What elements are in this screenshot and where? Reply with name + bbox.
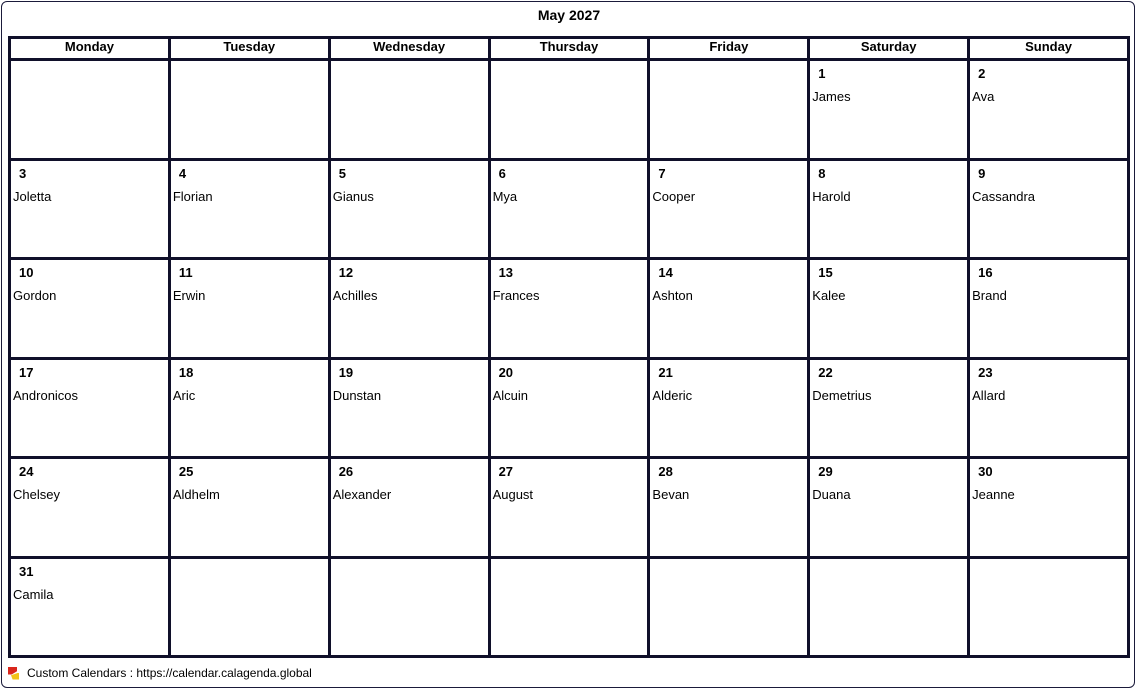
name-day-label: August bbox=[492, 487, 534, 502]
calendar-grid bbox=[8, 36, 1130, 658]
name-day-label: Camila bbox=[13, 586, 54, 602]
day-cell bbox=[171, 161, 328, 258]
day-number: 9 bbox=[978, 165, 986, 181]
day-number: 28 bbox=[658, 464, 673, 479]
day-cell bbox=[650, 459, 807, 556]
day-number: 14 bbox=[658, 265, 673, 280]
name-day-label: Ava bbox=[972, 89, 995, 104]
day-number: 20 bbox=[498, 364, 514, 380]
day-number: 17 bbox=[19, 364, 34, 380]
calendar-title: May 2027 bbox=[537, 7, 601, 23]
weekday-header-saturday: Saturday bbox=[810, 39, 967, 58]
day-cell bbox=[970, 260, 1127, 357]
day-cell bbox=[970, 559, 1127, 656]
name-day-label: Alderic bbox=[652, 387, 693, 403]
day-cell bbox=[650, 559, 807, 656]
footer bbox=[8, 666, 312, 680]
name-day-label: Demetrius bbox=[812, 387, 872, 403]
name-day-label: Ashton bbox=[652, 288, 693, 303]
day-number: 3 bbox=[19, 165, 27, 181]
day-number: 8 bbox=[818, 165, 826, 181]
name-day-label: Brand bbox=[972, 288, 1007, 303]
day-cell bbox=[171, 260, 328, 357]
weekday-header-thursday: Thursday bbox=[491, 39, 648, 58]
day-cell bbox=[11, 61, 168, 158]
weekday-header-sunday: Sunday bbox=[970, 39, 1127, 58]
footer-text: Custom Calendars : https://calendar.calagenda.global bbox=[27, 666, 312, 680]
day-cell bbox=[810, 559, 967, 656]
day-cell bbox=[491, 360, 648, 457]
name-day-label: Gordon bbox=[13, 288, 57, 303]
day-cell bbox=[650, 260, 807, 357]
day-cell bbox=[331, 559, 488, 656]
name-day-label: Allard bbox=[972, 387, 1006, 403]
name-day-label: Aric bbox=[172, 387, 196, 403]
day-number: 16 bbox=[978, 265, 993, 280]
day-cell bbox=[650, 61, 807, 158]
name-day-label: Jeanne bbox=[972, 487, 1015, 502]
day-number: 22 bbox=[818, 364, 833, 380]
day-cell bbox=[810, 260, 967, 357]
name-day-label: Harold bbox=[812, 188, 851, 204]
name-day-label: Frances bbox=[492, 288, 540, 303]
day-number: 5 bbox=[338, 165, 346, 181]
day-number: 15 bbox=[818, 265, 833, 280]
weekday-header-friday: Friday bbox=[650, 39, 807, 58]
day-cell bbox=[11, 459, 168, 556]
name-day-label: Cooper bbox=[652, 188, 696, 204]
day-number: 29 bbox=[818, 464, 833, 479]
day-number: 6 bbox=[498, 165, 506, 181]
day-number: 23 bbox=[978, 364, 993, 380]
day-number: 7 bbox=[658, 165, 666, 181]
day-cell bbox=[11, 559, 168, 656]
day-number: 24 bbox=[19, 464, 34, 479]
day-number: 2 bbox=[978, 66, 986, 81]
name-day-label: Erwin bbox=[172, 288, 206, 303]
name-day-label: Chelsey bbox=[13, 487, 60, 502]
day-cell bbox=[970, 61, 1127, 158]
name-day-label: Bevan bbox=[652, 487, 690, 502]
day-number: 30 bbox=[978, 464, 993, 479]
day-cell bbox=[11, 161, 168, 258]
name-day-label: Andronicos bbox=[13, 387, 79, 403]
weekday-header-monday: Monday bbox=[11, 39, 168, 58]
name-day-label: Cassandra bbox=[972, 188, 1036, 204]
day-cell bbox=[331, 260, 488, 357]
day-cell bbox=[970, 360, 1127, 457]
day-cell bbox=[970, 459, 1127, 556]
day-cell bbox=[650, 360, 807, 457]
day-number: 12 bbox=[338, 265, 354, 280]
weekday-header-tuesday: Tuesday bbox=[171, 39, 328, 58]
day-cell bbox=[331, 360, 488, 457]
name-day-label: Joletta bbox=[13, 188, 52, 204]
day-number: 25 bbox=[178, 464, 194, 479]
day-number: 18 bbox=[178, 364, 194, 380]
name-day-label: Florian bbox=[172, 188, 213, 204]
day-cell bbox=[171, 360, 328, 457]
day-cell bbox=[810, 459, 967, 556]
day-number: 4 bbox=[178, 165, 187, 181]
name-day-label: Kalee bbox=[812, 288, 846, 303]
day-cell bbox=[331, 459, 488, 556]
day-cell bbox=[491, 161, 648, 258]
day-cell bbox=[810, 161, 967, 258]
day-cell bbox=[810, 61, 967, 158]
day-number: 31 bbox=[19, 563, 34, 579]
day-cell bbox=[810, 360, 967, 457]
day-cell bbox=[11, 360, 168, 457]
name-day-label: Achilles bbox=[332, 288, 378, 303]
day-cell bbox=[650, 161, 807, 258]
day-number: 11 bbox=[178, 265, 193, 280]
day-cell bbox=[171, 459, 328, 556]
name-day-label: Alcuin bbox=[492, 387, 528, 403]
name-day-label: James bbox=[812, 89, 851, 104]
day-cell bbox=[331, 161, 488, 258]
name-day-label: Gianus bbox=[332, 188, 374, 204]
day-cell bbox=[491, 459, 648, 556]
day-number: 10 bbox=[19, 265, 34, 280]
day-cell bbox=[331, 61, 488, 158]
day-cell bbox=[171, 559, 328, 656]
name-day-label: Alexander bbox=[332, 487, 392, 502]
name-day-label: Duana bbox=[812, 487, 851, 502]
day-number: 27 bbox=[498, 464, 514, 479]
name-day-label: Aldhelm bbox=[172, 487, 220, 502]
day-number: 1 bbox=[818, 66, 826, 81]
day-cell bbox=[491, 61, 648, 158]
day-number: 21 bbox=[658, 364, 673, 380]
day-cell bbox=[970, 161, 1127, 258]
day-number: 19 bbox=[338, 364, 354, 380]
weekday-header-wednesday: Wednesday bbox=[331, 39, 488, 58]
day-cell bbox=[491, 559, 648, 656]
name-day-label: Dunstan bbox=[332, 387, 382, 403]
day-cell bbox=[491, 260, 648, 357]
day-cell bbox=[171, 61, 328, 158]
name-day-label: Mya bbox=[492, 188, 518, 204]
calagenda-logo-icon bbox=[8, 667, 20, 680]
day-number: 13 bbox=[498, 265, 514, 280]
day-cell bbox=[11, 260, 168, 357]
day-number: 26 bbox=[338, 464, 354, 479]
